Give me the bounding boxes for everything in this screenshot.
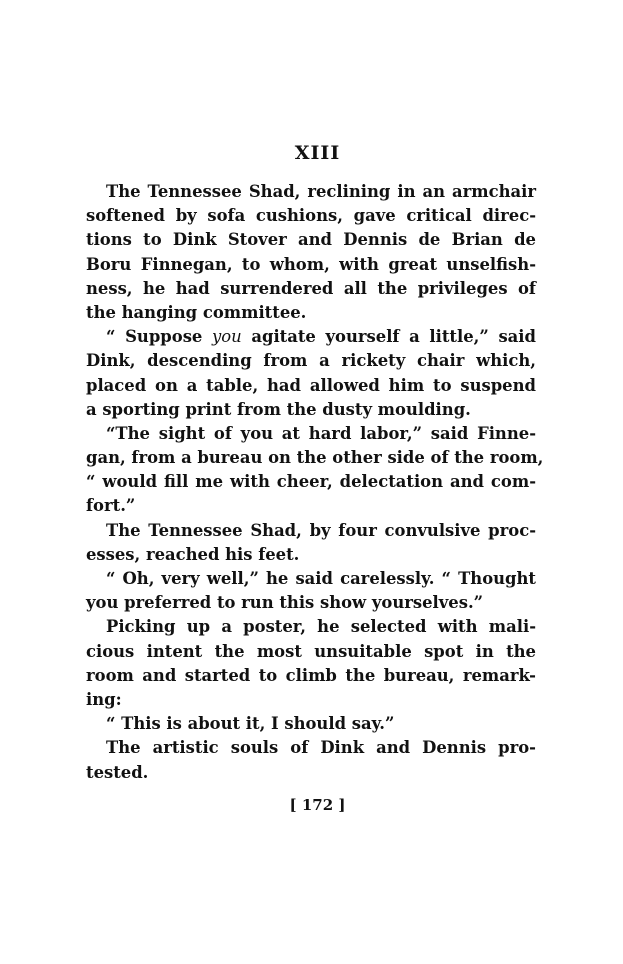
text-line: a sporting print from the dusty moulding. — [86, 399, 471, 419]
text-line: ing: — [86, 689, 122, 709]
text-line: Picking up a poster, he selected with mali- — [106, 617, 536, 637]
text-line: The Tennessee Shad, by four convulsive proc- — [106, 520, 536, 540]
body-text — [86, 180, 544, 785]
text-line — [86, 325, 536, 349]
text-line: tested. — [86, 762, 149, 782]
text-line: placed on a table, had allowed him to suspend — [86, 375, 536, 395]
text-line: “ Oh, very well,” he said carelessly. “ Thought — [106, 569, 536, 588]
text-line: softened by sofa cushions, gave critical direc- — [86, 206, 536, 226]
text-line: tions to Dink Stover and Dennis de Brian de — [86, 230, 536, 250]
text-line: fort.” — [86, 496, 136, 516]
text-line: gan, from a bureau on the other side of the room, — [86, 448, 544, 468]
italic-word: you — [212, 327, 242, 347]
text-line: the hanging committee. — [86, 302, 307, 322]
text-line: The artistic souls of Dink and Dennis pro- — [106, 738, 536, 758]
text-line: “ This is about it, I should say.” — [106, 714, 395, 734]
text-line: Dink, descending from a rickety chair which, — [86, 351, 536, 371]
text-line: “ would fill me with cheer, delectation and com- — [86, 472, 536, 492]
text-segment: “ Suppose — [106, 327, 213, 347]
text-segment: agitate yourself a little,” said — [241, 327, 536, 347]
chapter-heading: XIII — [294, 142, 341, 164]
text-line: ness, he had surrendered all the privileges of — [86, 278, 536, 298]
page-number: [ 172 ] — [289, 796, 346, 814]
text-line: The Tennessee Shad, reclining in an armchair — [106, 182, 536, 201]
text-line: cious intent the most unsuitable spot in the — [86, 641, 536, 661]
text-line: esses, reached his feet. — [86, 544, 300, 564]
text-line: “The sight of you at hard labor,” said Finne- — [106, 423, 536, 443]
text-line: room and started to climb the bureau, remark- — [86, 665, 536, 685]
text-line: Boru Finnegan, to whom, with great unselfish- — [86, 254, 536, 274]
text-line: you preferred to run this show yourselves.” — [86, 593, 484, 613]
